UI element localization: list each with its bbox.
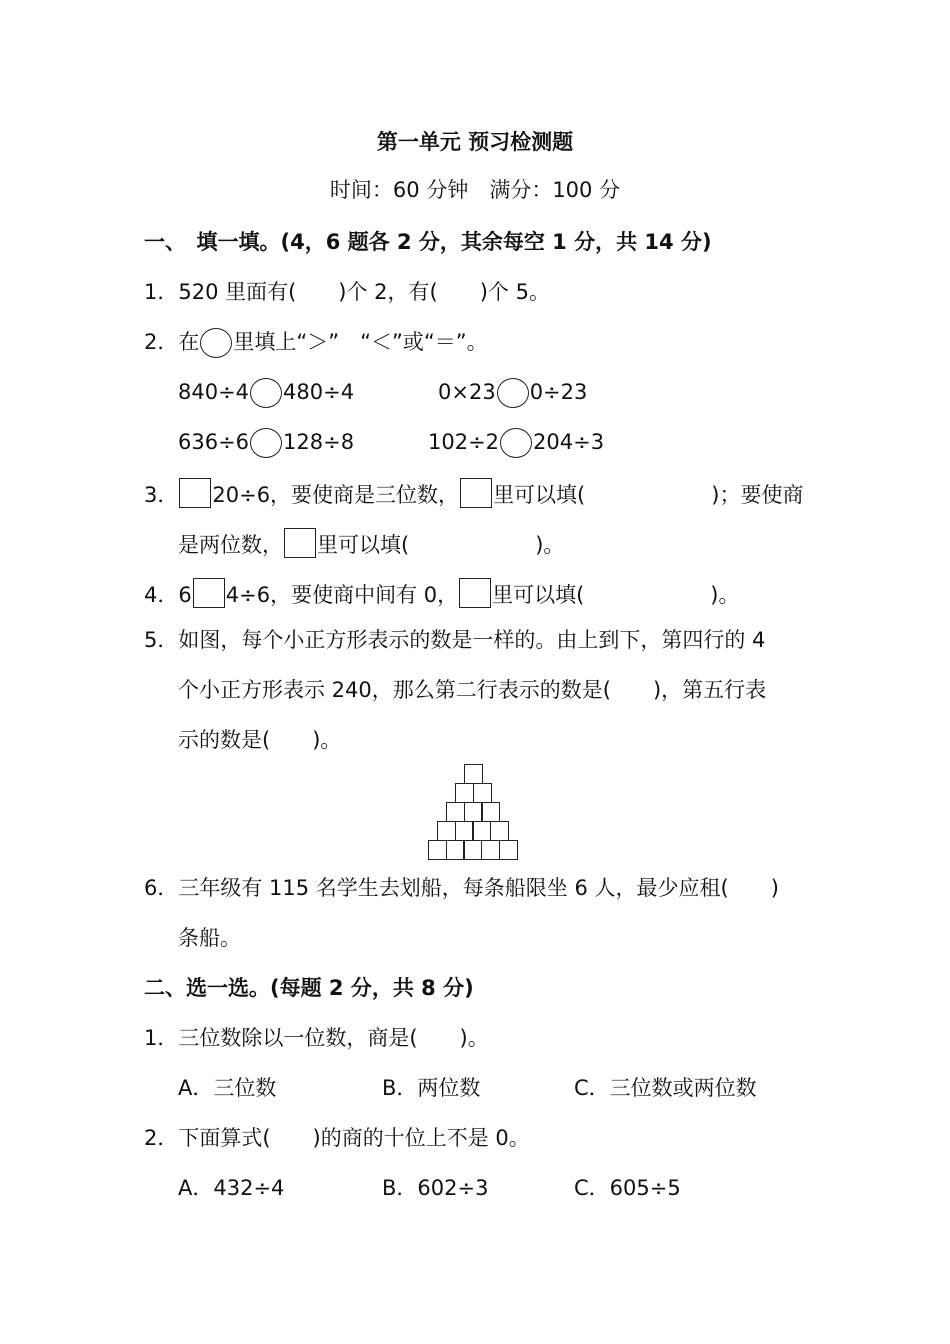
- page-title: 第一单元 预习检测题: [376, 130, 574, 154]
- q2-2-option-c[interactable]: C．605÷5: [574, 1176, 681, 1200]
- blank-square[interactable]: [284, 528, 316, 558]
- blank-circle[interactable]: [250, 378, 282, 408]
- q1-2-d-right: 204÷3: [533, 430, 605, 454]
- q1-5-line3: 示的数是( )。: [178, 728, 342, 752]
- small-square: [464, 802, 483, 822]
- small-square: [446, 802, 465, 822]
- small-square: [463, 840, 482, 860]
- q1-3-part1: 20÷6，要使商是三位数，: [212, 483, 460, 507]
- q1-2-row-b: [438, 378, 587, 408]
- q1-2-pre: 在: [178, 330, 200, 354]
- q1-1: 1．520 里面有( )个 2，有( )个 5。: [144, 280, 550, 304]
- section2-heading: 二、选一选。(每题 2 分，共 8 分): [144, 976, 474, 1000]
- q1-6-line2: 条船。: [178, 926, 241, 950]
- small-square: [446, 840, 465, 860]
- q1-2-num: 2．: [144, 330, 179, 354]
- blank-square[interactable]: [459, 578, 491, 608]
- q1-3-line2: [178, 528, 564, 559]
- q1-3-line2b: 里可以填( )。: [317, 533, 565, 557]
- q1-2-b-right: 0÷23: [529, 380, 588, 404]
- blank-square[interactable]: [460, 478, 492, 508]
- q2-2-option-b[interactable]: B．602÷3: [382, 1176, 489, 1200]
- blank-square[interactable]: [193, 578, 225, 608]
- small-square: [437, 821, 456, 841]
- small-square: [472, 821, 491, 841]
- q1-6-line1: 6．三年级有 115 名学生去划船，每条船限坐 6 人，最少应租( ): [144, 876, 779, 900]
- small-square: [428, 840, 447, 860]
- q1-3-part2: 里可以填( )；要使商: [493, 483, 804, 507]
- q1-2-row-a: [178, 378, 354, 408]
- q2-2-option-a[interactable]: A．432÷4: [178, 1176, 285, 1200]
- small-square: [455, 821, 474, 841]
- q1-3-num: 3．: [144, 483, 179, 507]
- q1-2-row-c: [178, 428, 354, 458]
- blank-square[interactable]: [179, 478, 211, 508]
- q1-4: [144, 578, 740, 609]
- small-square: [455, 783, 474, 803]
- blank-circle[interactable]: [500, 428, 532, 458]
- small-square: [481, 840, 500, 860]
- q1-4-part2: 里可以填( )。: [492, 583, 740, 607]
- q1-2-c-right: 128÷8: [283, 430, 355, 454]
- q1-3-line1: [144, 478, 803, 509]
- section1-heading: 一、 填一填。(4，6 题各 2 分，其余每空 1 分，共 14 分): [144, 230, 712, 254]
- q1-2-row-d: [428, 428, 604, 458]
- q1-4-num: 4．: [144, 583, 179, 607]
- small-square: [464, 764, 483, 784]
- q2-1-option-b[interactable]: B．两位数: [382, 1076, 481, 1100]
- square-pyramid-figure: [428, 764, 522, 860]
- q2-1-stem: 1．三位数除以一位数，商是( )。: [144, 1026, 489, 1050]
- q1-2-d-left: 102÷2: [428, 430, 500, 454]
- q2-2-stem: 2．下面算式( )的商的十位上不是 0。: [144, 1126, 530, 1150]
- page-subtitle: 时间：60 分钟 满分：100 分: [329, 178, 621, 202]
- q1-4-part1: 4÷6，要使商中间有 0，: [225, 583, 459, 607]
- q1-3-line2a: 是两位数，: [178, 533, 283, 557]
- blank-circle[interactable]: [497, 378, 529, 408]
- q2-1-option-c[interactable]: C．三位数或两位数: [574, 1076, 757, 1100]
- q1-2-a-left: 840÷4: [178, 380, 250, 404]
- small-square: [499, 840, 518, 860]
- q1-2-c-left: 636÷6: [178, 430, 250, 454]
- blank-circle[interactable]: [200, 328, 232, 358]
- q1-4-pre: 6: [178, 583, 192, 607]
- blank-circle[interactable]: [250, 428, 282, 458]
- q1-2-post: 里填上“＞” “＜”或“＝”。: [233, 330, 488, 354]
- q1-2-b-left: 0×23: [438, 380, 496, 404]
- q1-2-a-right: 480÷4: [283, 380, 355, 404]
- q1-5-line1: 5．如图，每个小正方形表示的数是一样的。由上到下，第四行的 4: [144, 628, 766, 652]
- small-square: [490, 821, 509, 841]
- q1-5-line2: 个小正方形表示 240，那么第二行表示的数是( )，第五行表: [178, 678, 767, 702]
- small-square: [481, 802, 500, 822]
- q1-2: [144, 328, 488, 358]
- small-square: [473, 783, 492, 803]
- q2-1-option-a[interactable]: A．三位数: [178, 1076, 277, 1100]
